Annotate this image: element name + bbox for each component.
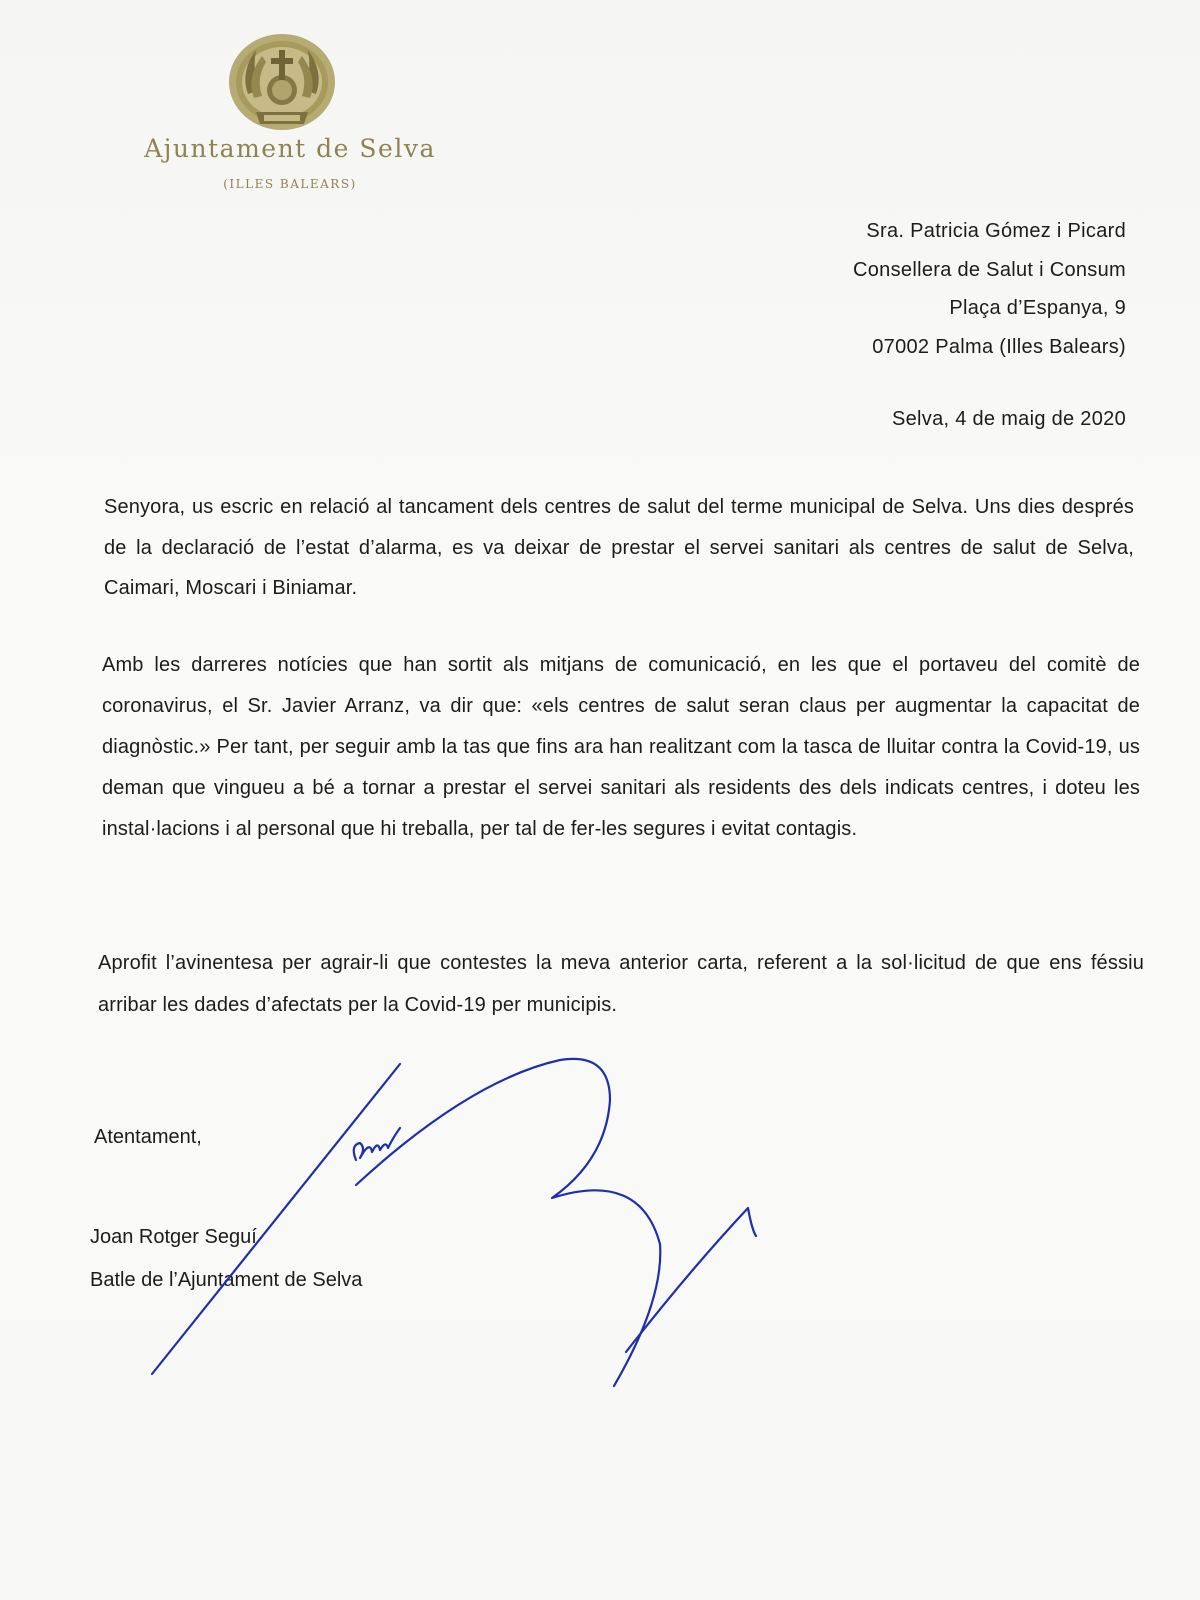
org-subtitle: (ILLES BALEARS) (223, 177, 357, 191)
body-paragraph-1: Senyora, us escric en relació al tancament dels centres de salut del terme municipal de Selva. Uns dies després de la declaració de l’estat d’alarma, es va deixar de prestar el servei sanitari als centres de salut de Selva, Caimari, Moscari i Biniamar. (104, 496, 1134, 599)
recipient-city: 07002 Palma (Illes Balears) (872, 335, 1126, 358)
recipient-street: Plaça d’Espanya, 9 (949, 297, 1126, 319)
body-paragraph-3: Aprofit l’avinentesa per agrair-li que contestes la meva anterior carta, referent a la sol·licitud de que ens féssiu arribar les dades d’afectats per la Covid-19 per municipis. (98, 952, 1144, 1016)
signature-tail-stroke (626, 1208, 756, 1352)
coat-of-arms-seal-icon (226, 32, 338, 136)
signature-main-curve (356, 1059, 660, 1386)
signer-role: Batle de l’Ajuntament de Selva (90, 1269, 363, 1291)
letter-date: Selva, 4 de maig de 2020 (891, 408, 1126, 430)
signer-block (90, 1216, 362, 1302)
recipient-address (853, 212, 1126, 366)
signature-small-loops (354, 1128, 400, 1160)
closing-salutation: Atentament, (94, 1126, 202, 1148)
org-name: Ajuntament de Selva (144, 134, 436, 163)
recipient-name: Sra. Patricia Gómez i Picard (866, 220, 1126, 242)
signer-name: Joan Rotger Seguí (90, 1226, 257, 1248)
recipient-title: Consellera de Salut i Consum (853, 258, 1126, 281)
body-paragraph-2: Amb les darreres notícies que han sortit als mitjans de comunicació, en les que el portaveu del comitè de coronavirus, el Sr. Javier Arranz, va dir que: «els centres de salut seran claus per augmentar la capacitat de diagnòstic.» Per tant, per seguir amb la tas que fins ara han realitzant com la tasca de lluitar contra la Covid-19, us deman que vingueu a bé a tornar a prestar el servei sanitari als residents des dels indicats centres, i doteu les instal·lacions i al personal que hi treballa, per tal de fer-les segures i evitat contagis. (102, 654, 1140, 840)
